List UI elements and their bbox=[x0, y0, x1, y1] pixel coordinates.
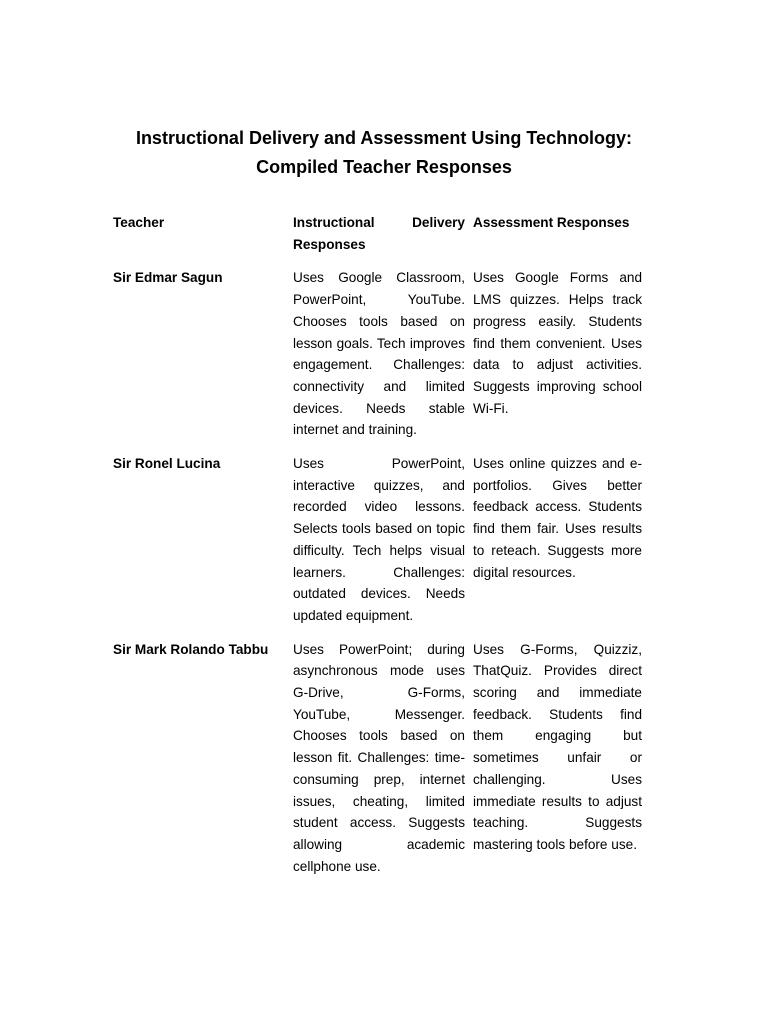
assessment-response: Uses Google Forms and LMS quizzes. Helps track progress easily. Students find them convenient. Uses data to adjust activities. Suggests improving school Wi-Fi. bbox=[473, 270, 642, 416]
document-title bbox=[0, 124, 768, 182]
teacher-name: Sir Edmar Sagun bbox=[113, 270, 223, 286]
assessment-response: Uses online quizzes and e-portfolios. Gives better feedback access. Students find them fair. Uses results to reteach. Suggests more digital resources. bbox=[473, 456, 642, 580]
teacher-name: Sir Ronel Lucina bbox=[113, 456, 221, 472]
instructional-response: Uses PowerPoint, interactive quizzes, and recorded video lessons. Selects tools based on topic difficulty. Tech helps visual learners. Challenges: outdated devices. Needs updated equipment. bbox=[293, 456, 465, 623]
instructional-response: Uses Google Classroom, PowerPoint, YouTube. Chooses tools based on lesson goals. Tech improves engagement. Challenges: connectivity and limited devices. Needs stable internet and training. bbox=[293, 270, 465, 438]
table-row bbox=[109, 453, 646, 639]
header-teacher: Teacher bbox=[113, 215, 165, 230]
header-instructional: Instructional Delivery Responses bbox=[293, 215, 465, 252]
title-line-2: Compiled Teacher Responses bbox=[256, 157, 512, 177]
teacher-name: Sir Mark Rolando Tabbu bbox=[113, 641, 269, 657]
table-row bbox=[109, 267, 646, 453]
table-header-row bbox=[109, 212, 646, 267]
responses-table bbox=[109, 212, 646, 889]
instructional-response: Uses PowerPoint; during asynchronous mode uses G-Drive, G-Forms, YouTube, Messenger. Chooses tools based on lesson fit. Challenges: time-consuming prep, internet issues, cheating, limited student access. Suggests allowing academic cellphone use. bbox=[293, 641, 465, 874]
title-line-1: Instructional Delivery and Assessment Using Technology: bbox=[135, 128, 633, 148]
table-row bbox=[109, 639, 646, 890]
header-assessment: Assessment Responses bbox=[473, 215, 630, 230]
assessment-response: Uses G-Forms, Quizziz, ThatQuiz. Provides direct scoring and immediate feedback. Students find them engaging but sometimes unfair or challenging. Uses immediate results to adjust teaching. Suggests mastering tools before use. bbox=[473, 641, 642, 852]
